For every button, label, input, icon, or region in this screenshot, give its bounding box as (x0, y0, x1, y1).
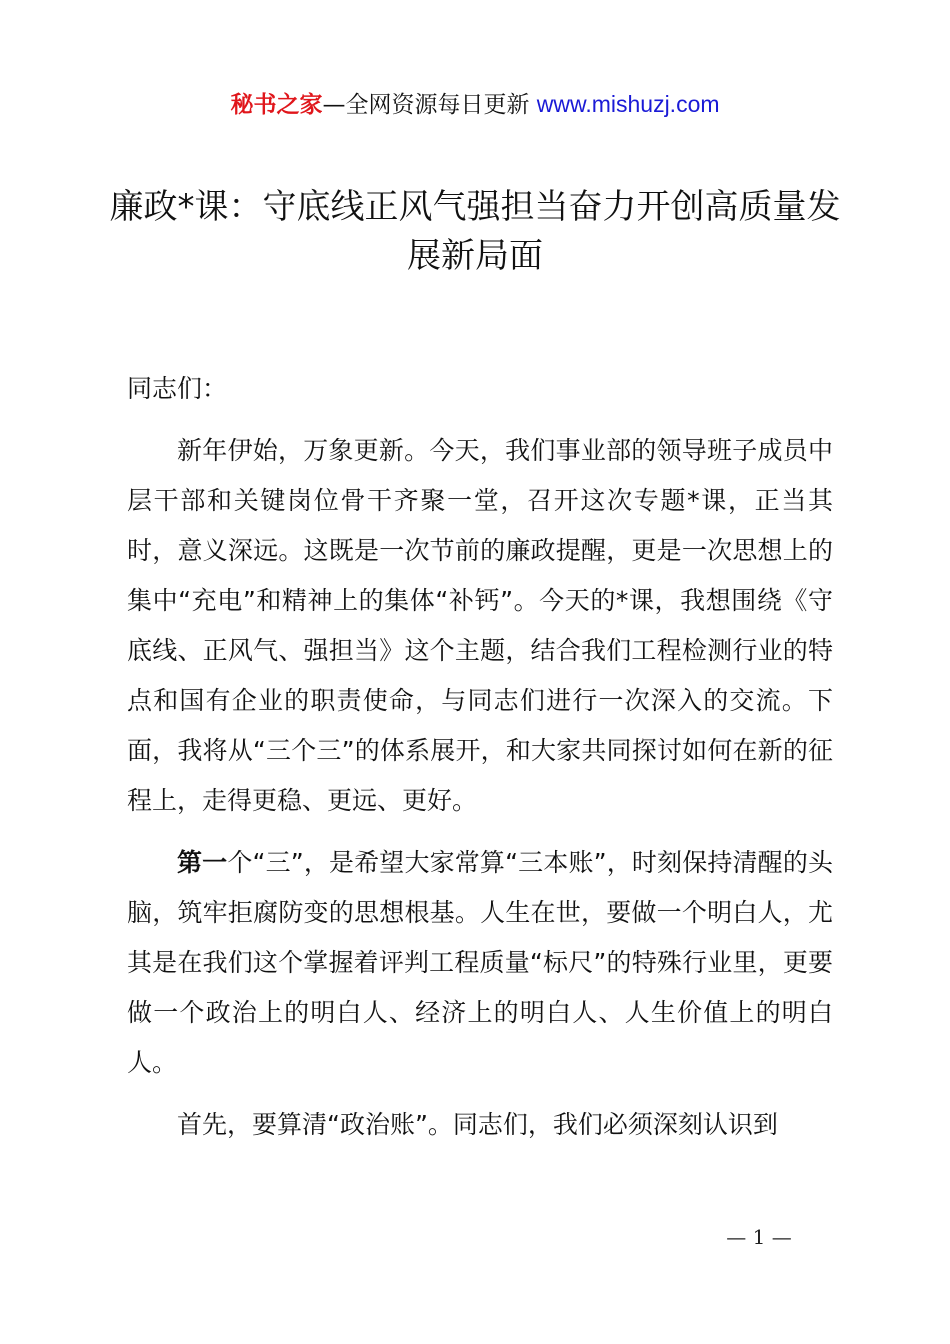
paragraph-1 (127, 426, 833, 826)
paragraph-2-text: 个“三”，是希望大家常算“三本账”，时刻保持清醒的头脑，筑牢拒腐防变的思想根基。人生在世，要做一个明白人，尤其是在我们这个掌握着评判工程质量“标尺”的特殊行业里，更要做一个政治上的明白人、经济上的明白人、人生价值上的明白人。 (127, 848, 833, 1077)
paragraph-2-lead: 第一 (177, 848, 228, 877)
document-title: 廉政*课：守底线正风气强担当奋力开创高质量发展新局面 (109, 187, 841, 276)
site-header (0, 86, 950, 123)
paragraph-3 (127, 1100, 833, 1150)
site-url-link[interactable]: www.mishuzj.com (536, 91, 720, 117)
paragraph-3-text: 首先，要算清“政治账”。同志们，我们必须深刻认识到 (177, 1110, 778, 1139)
salutation: 同志们： (127, 374, 228, 403)
paragraph-1-text: 新年伊始，万象更新。今天，我们事业部的领导班子成员中层干部和关键岗位骨干齐聚一堂，召开这次专题*课，正当其时，意义深远。这既是一次节前的廉政提醒，更是一次思想上的集中“充电”和精神上的集体“补钙”。今天的*课，我想围绕《守底线、正风气、强担当》这个主题，结合我们工程检测行业的特点和国有企业的职责使命，与同志们进行一次深入的交流。下面，我将从“三个三”的体系展开，和大家共同探讨如何在新的征程上，走得更稳、更远、更好。 (127, 436, 833, 815)
document-body (127, 364, 833, 1162)
site-tagline: —全网资源每日更新 (322, 92, 537, 118)
paragraph-2 (127, 838, 833, 1088)
page-number: — 1 — (726, 1225, 792, 1249)
site-name: 秘书之家 (230, 92, 323, 118)
